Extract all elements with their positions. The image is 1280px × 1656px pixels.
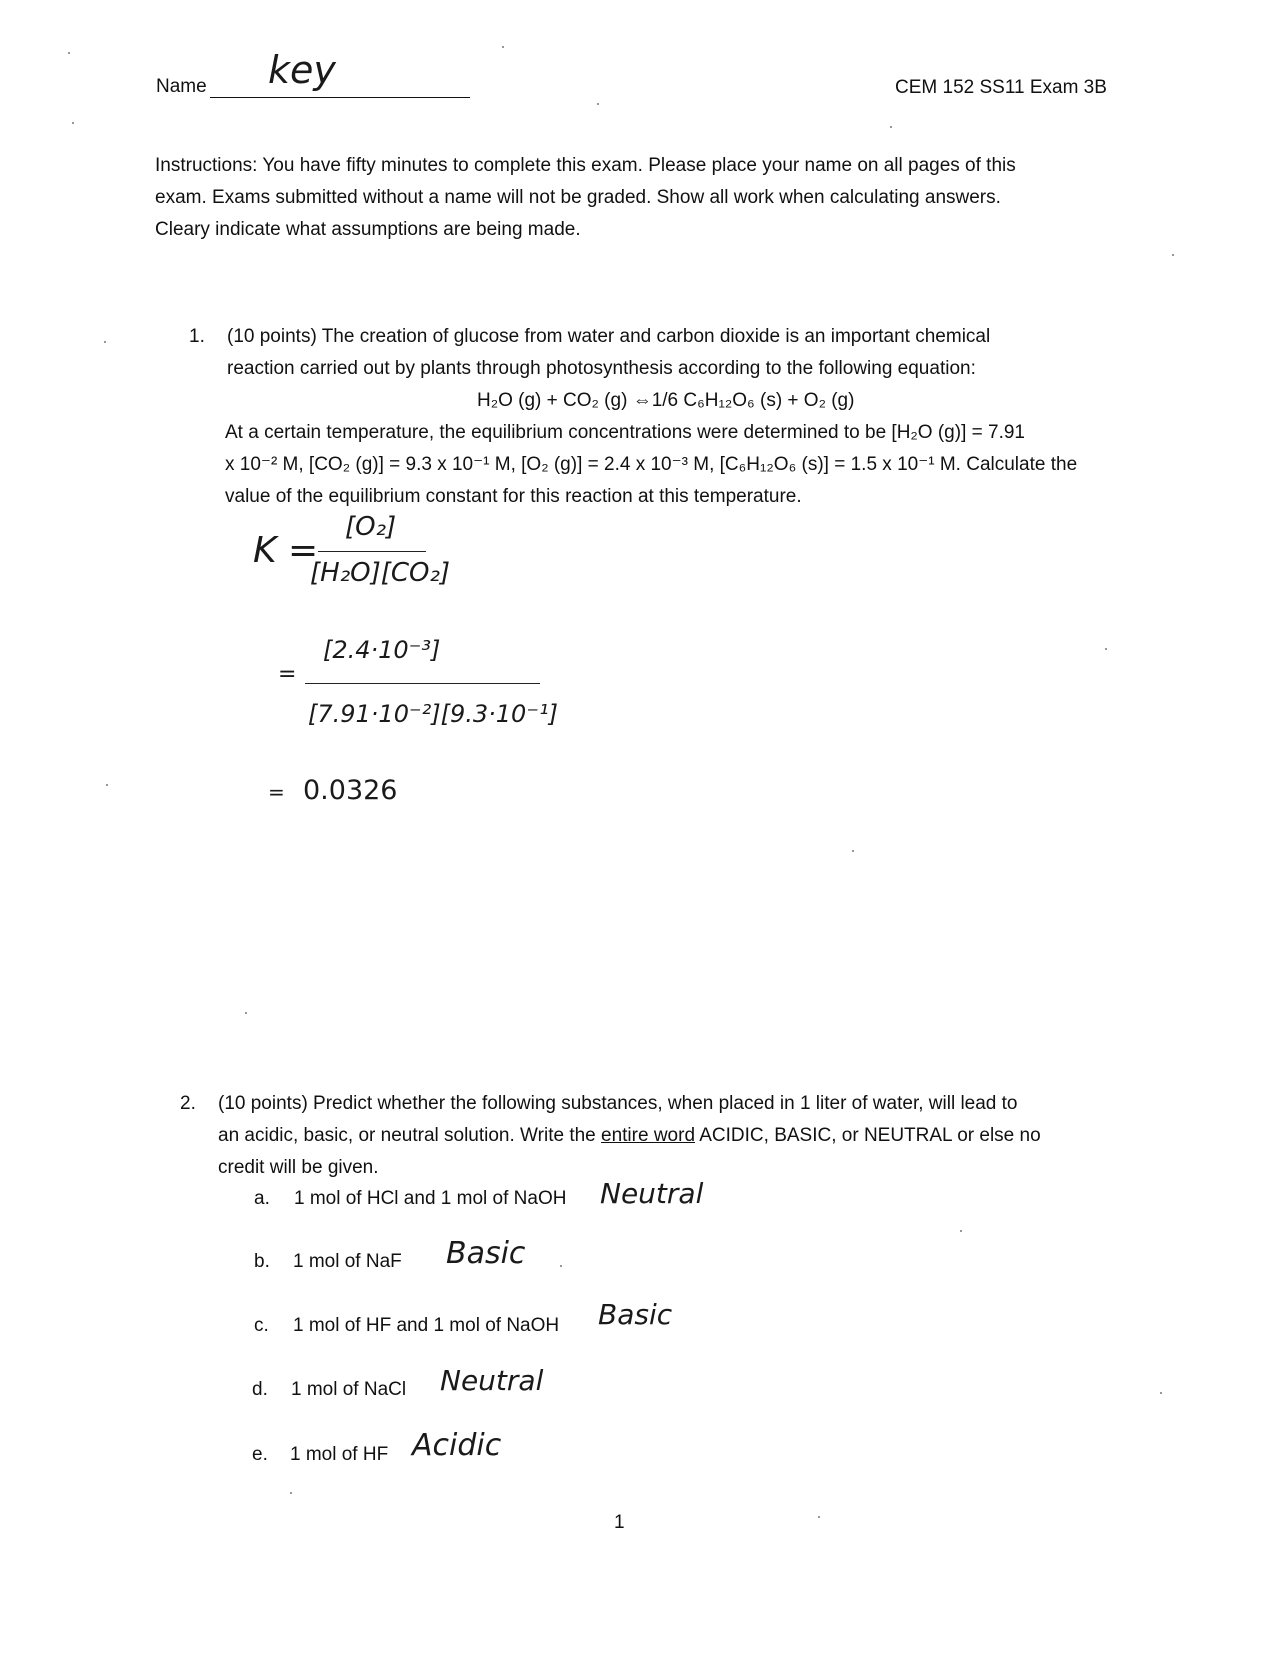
k-numerator: [O₂] [345,512,397,542]
q1-equation-reactants: H₂O (g) + CO₂ (g) [477,390,633,411]
q2-entire-word: entire word [601,1125,696,1146]
q2-line-3: credit will be given. [218,1157,379,1178]
q2-item-letter: e. [252,1444,268,1465]
q2-item-letter: d. [252,1379,268,1400]
q1-line-4: At a certain temperature, the equilibrium concentrations were determined to be [H₂O (g)] = 7.91 [225,422,1025,443]
scan-speck [502,46,504,48]
scan-speck [818,1516,820,1518]
scan-speck [852,850,854,852]
equals-sign-3: = [268,780,285,804]
scan-speck [890,126,892,128]
q2-line-2-start: an acidic, basic, or neutral solution. Write the [218,1125,602,1146]
instructions-line-3: Cleary indicate what assumptions are being made. [155,219,581,240]
q1-equation [477,385,854,417]
scan-speck [104,341,106,343]
scan-speck [68,52,70,54]
value-denominator: [7.91·10⁻²][9.3·10⁻¹] [308,700,558,728]
q2-item-letter: a. [254,1188,270,1209]
value-fraction-line [305,683,540,684]
name-handwritten: key [268,48,336,92]
q2-item-letter: b. [254,1251,270,1272]
q2-item-answer: Basic [446,1236,526,1271]
q1-line-1: (10 points) The creation of glucose from water and carbon dioxide is an important chemical [227,326,991,347]
q2-item-text: 1 mol of HF and 1 mol of NaOH [293,1315,560,1336]
q1-number: 1. [189,326,205,347]
q1-line-6: value of the equilibrium constant for this reaction at this temperature. [225,486,802,507]
q2-item-answer: Neutral [600,1177,704,1210]
scan-speck [72,122,74,124]
scan-speck [1160,1392,1162,1394]
k-fraction-line [318,551,426,552]
scan-speck [245,1012,247,1014]
instructions-line-1: Instructions: You have fifty minutes to complete this exam. Please place your name on all pages of this [155,155,1016,176]
q2-item-text: 1 mol of HF [290,1444,389,1465]
q1-line-5: x 10⁻² M, [CO₂ (g)] = 9.3 x 10⁻¹ M, [O₂ (g)] = 2.4 x 10⁻³ M, [C₆H₁₂O₆ (s)] = 1.5 x 10⁻¹ M. Calculate the [225,454,1078,475]
q2-item-text: 1 mol of NaF [293,1251,402,1272]
equilibrium-arrow-icon: ⇔ [632,390,652,411]
scan-speck [560,1265,562,1267]
q2-item-answer: Basic [598,1298,673,1331]
equals-sign-2: = [278,662,297,687]
q1-line-2: reaction carried out by plants through photosynthesis according to the following equation: [227,358,976,379]
scan-speck [597,103,599,105]
q2-line-2-end: ACIDIC, BASIC, or NEUTRAL or else no [695,1125,1041,1146]
k-label: K = [253,530,319,571]
scan-speck [106,784,108,786]
k-denominator: [H₂O][CO₂] [310,558,451,588]
value-numerator: [2.4·10⁻³] [323,636,441,664]
q1-equation-products: 1/6 C₆H₁₂O₆ (s) + O₂ (g) [651,390,855,411]
q2-item-text: 1 mol of HCl and 1 mol of NaOH [294,1188,567,1209]
q2-item-letter: c. [254,1315,269,1336]
course-title: CEM 152 SS11 Exam 3B [895,77,1107,98]
scan-speck [1172,254,1174,256]
name-line [210,97,470,98]
scan-speck [960,1230,962,1232]
q2-item-text: 1 mol of NaCl [291,1379,407,1400]
instructions-line-2: exam. Exams submitted without a name will not be graded. Show all work when calculating answers. [155,187,1001,208]
page-number: 1 [614,1512,625,1533]
name-label: Name [156,76,207,97]
q2-line-1: (10 points) Predict whether the following substances, when placed in 1 liter of water, will lead to [218,1093,1018,1114]
q2-number: 2. [180,1093,196,1114]
k-result: 0.0326 [303,775,398,806]
scan-speck [290,1492,292,1494]
scan-speck [1105,648,1107,650]
q2-item-answer: Neutral [440,1364,544,1397]
q2-item-answer: Acidic [412,1428,502,1463]
q2-line-2 [218,1120,1041,1152]
